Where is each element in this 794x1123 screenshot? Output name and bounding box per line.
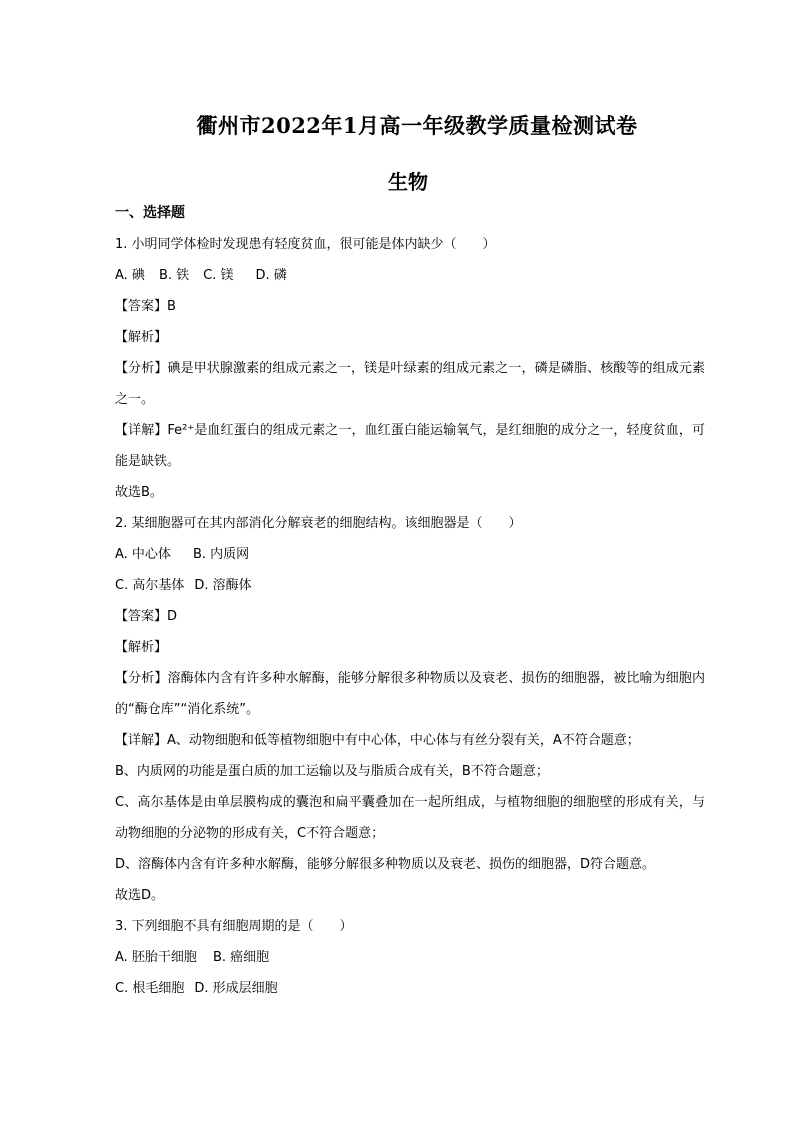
q1-answer: 【答案】B <box>115 299 176 314</box>
q1-conclusion: 故选B。 <box>115 485 163 500</box>
q1-option-b: B. 铁 <box>158 268 190 283</box>
q2-options-row2 <box>115 570 705 601</box>
q2-option-a: A. 中心体 <box>115 547 171 562</box>
exam-title: 衢州市2022年1月高一年级教学质量检测试卷 <box>196 113 638 138</box>
q2-answer: 【答案】D <box>115 609 178 624</box>
q3-options-row2 <box>115 973 705 1004</box>
q2-option-b: B. 内质网 <box>192 547 250 562</box>
q1-option-d: D. 磷 <box>255 268 287 283</box>
q3-option-d: D. 形成层细胞 <box>194 981 278 996</box>
q3-stem: 3. 下列细胞不具有细胞周期的是（ ） <box>115 919 353 934</box>
q2-option-d: D. 溶酶体 <box>194 578 252 593</box>
q1-options <box>115 260 705 291</box>
document-body <box>115 199 705 1004</box>
q2-options-row1 <box>115 539 705 570</box>
q1-stem: 1. 小明同学体检时发现患有轻度贫血，很可能是体内缺少（ ） <box>115 237 496 252</box>
q1-analysis-label: 【解析】 <box>115 330 168 345</box>
q3-options-row1 <box>115 942 705 973</box>
q1-option-c: C. 镁 <box>203 268 234 283</box>
q2-xiangjie-c: C、高尔基体是由单层膜构成的囊泡和扁平囊叠加在一起所组成，与植物细胞的细胞壁的形成有关，与动物细胞的分泌物的形成有关，C不符合题意； <box>115 795 705 841</box>
q1-fenxi: 【分析】碘是甲状腺激素的组成元素之一，镁是叶绿素的组成元素之一，磷是磷脂、核酸等的组成元素之一。 <box>115 361 705 407</box>
q1-option-a: A. 碘 <box>115 268 145 283</box>
q2-xiangjie-b: B、内质网的功能是蛋白质的加工运输以及与脂质合成有关，B不符合题意； <box>115 764 549 779</box>
q2-conclusion: 故选D。 <box>115 888 165 903</box>
q2-fenxi: 【分析】溶酶体内含有许多种水解酶，能够分解很多种物质以及衰老、损伤的细胞器，被比喻为细胞内的“酶仓库”“消化系统”。 <box>115 671 705 717</box>
q2-analysis-label: 【解析】 <box>115 640 168 655</box>
q3-option-c: C. 根毛细胞 <box>115 981 185 996</box>
section-title: 一、选择题 <box>115 205 185 221</box>
q1-xiangjie: 【详解】Fe²⁺是血红蛋白的组成元素之一，血红蛋白能运输氧气，是红细胞的成分之一，轻度贫血，可能是缺铁。 <box>115 423 705 469</box>
q2-xiangjie-a: 【详解】A、动物细胞和低等植物细胞中有中心体，中心体与有丝分裂有关，A不符合题意； <box>115 733 640 748</box>
q3-option-b: B. 癌细胞 <box>212 950 270 965</box>
q2-xiangjie-d: D、溶酶体内含有许多种水解酶，能够分解很多种物质以及衰老、损伤的细胞器，D符合题意。 <box>115 857 656 872</box>
exam-subject: 生物 <box>388 170 428 194</box>
q2-option-c: C. 高尔基体 <box>115 578 185 593</box>
q3-option-a: A. 胚胎干细胞 <box>115 950 197 965</box>
q2-stem: 2. 某细胞器可在其内部消化分解衰老的细胞结构。该细胞器是（ ） <box>115 516 522 531</box>
